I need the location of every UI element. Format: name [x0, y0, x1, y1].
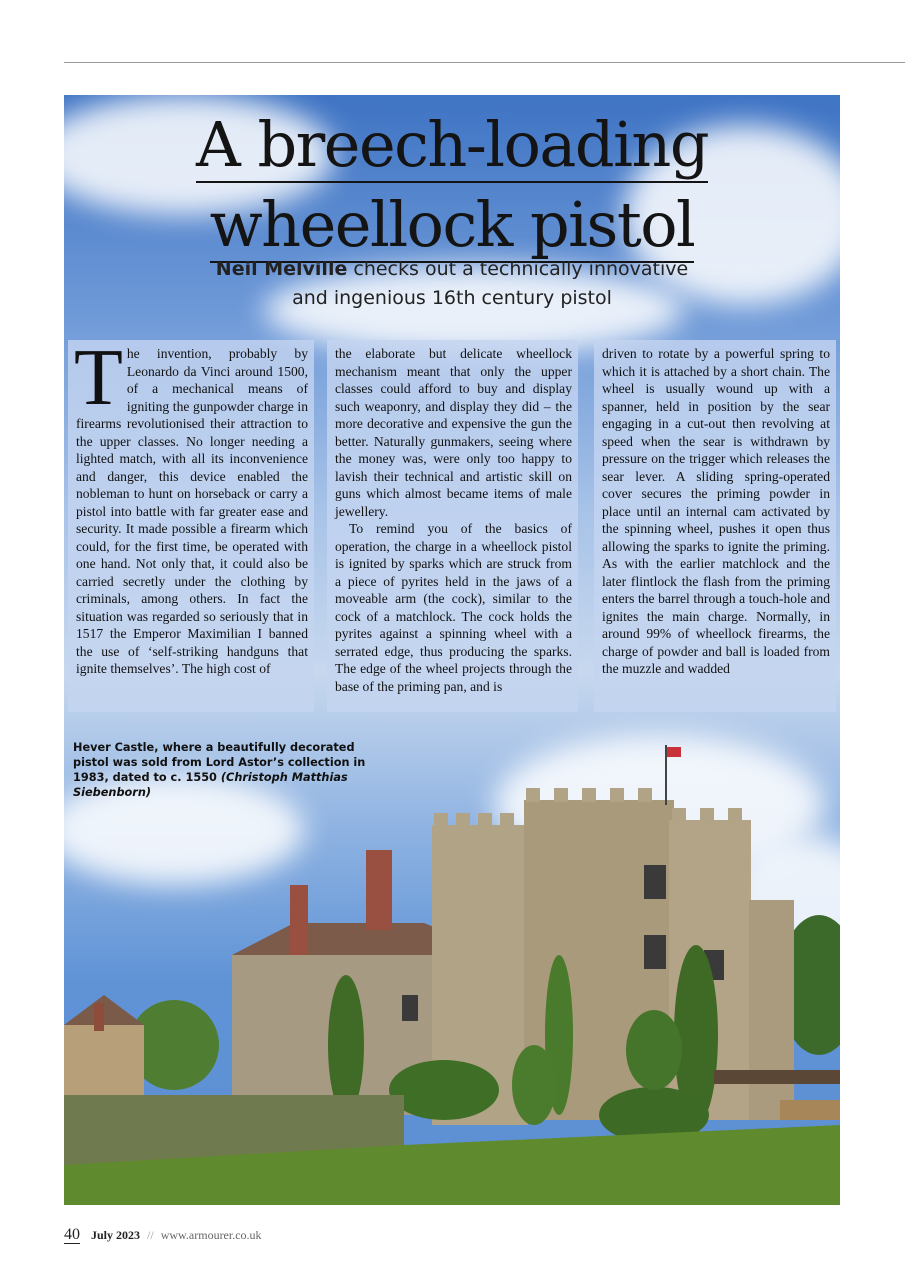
bridge: [714, 1070, 840, 1084]
ivy: [328, 975, 364, 1115]
footer-separator: //: [147, 1228, 154, 1242]
drop-cap: T: [74, 340, 123, 422]
shrub: [389, 1060, 499, 1120]
issue-date: July 2023: [91, 1228, 141, 1242]
subtitle-text-2: and ingenious 16th century pistol: [292, 287, 612, 309]
shrub: [512, 1045, 556, 1125]
battlement: [700, 808, 714, 822]
article-title: [64, 105, 840, 265]
page-footer: [64, 1226, 262, 1244]
text-column-1: [68, 340, 314, 712]
castle-scene: [64, 745, 840, 1205]
chimney: [290, 885, 308, 955]
battlement: [478, 813, 492, 827]
article-subtitle: [64, 255, 840, 313]
chimney: [366, 850, 392, 930]
window: [402, 995, 418, 1021]
battlement: [728, 808, 742, 822]
chimney: [94, 1003, 104, 1031]
text-column-3: [594, 340, 836, 712]
window: [644, 865, 666, 899]
battlement: [526, 788, 540, 802]
battlement: [638, 788, 652, 802]
cottage: [64, 1025, 144, 1095]
website-link[interactable]: www.armourer.co.uk: [160, 1228, 262, 1242]
paragraph: driven to rotate by a powerful spring to which it is attached by a short chain. The wheel is usually wound up with a spanner, held in position by the sear engaging in a cut-out then revolving at speed when the sear is withdrawn by pressure on the trigger which releases the sear lever. A sliding spring-operated cover secures the priming powder in place until an internal cam activated by the spinning wheel, pushes it open thus allowing the sparks to ignite the priming. As with the earlier matchlock and the later flintlock the flash from the priming enters the barrel through a touch-hole and ignites the main charge. Normally, in around 99% of wheellock firearms, the charge of powder and ball is loaded from the muzzle and wadded: [602, 346, 830, 676]
battlement: [610, 788, 624, 802]
battlement: [582, 788, 596, 802]
author-name: Neil Melville: [215, 258, 348, 280]
battlement: [500, 813, 514, 827]
battlement: [672, 808, 686, 822]
battlement: [554, 788, 568, 802]
bench: [780, 1100, 840, 1120]
title-line-1: A breech-loading: [195, 108, 709, 181]
photo-credit: (Christoph Matthias Siebenborn): [73, 771, 348, 799]
photo-caption: [73, 740, 393, 800]
text-column-2: [327, 340, 578, 712]
title-line-2: wheellock pistol: [209, 188, 695, 261]
flagpole: [665, 745, 667, 805]
window: [644, 935, 666, 969]
caption-text: Hever Castle, where a beautifully decorated pistol was sold from Lord Astor’s collection in 1983, dated to c. 1550: [73, 741, 366, 784]
battlement: [456, 813, 470, 827]
hero-photo: [64, 95, 840, 1205]
subtitle-text-1: checks out a technically innovative: [347, 258, 689, 280]
topiary: [626, 1010, 682, 1090]
paragraph: the elaborate but delicate wheellock mechanism meant that only the upper classes could afford to buy and display such weaponry, and display they did – the more decorative and expensive the gun the better. Naturally gunmakers, seeing where the money was, were only too happy to lavish their technical and artistic skill on guns which almost became items of male jewellery.: [335, 346, 572, 519]
top-rule: [64, 62, 905, 63]
page-number: 40: [64, 1226, 80, 1243]
paragraph: To remind you of the basics of operation, the charge in a wheellock pistol is ignited by sparks which are struck from a piece of pyrites held in the jaws of a moveable arm (the cock), similar to the cock of a matchlock. The cock holds the pyrites against a spinning wheel with a serrated edge, thus producing the sparks. The edge of the wheel projects through the base of the priming pan, and is: [335, 521, 572, 694]
battlement: [434, 813, 448, 827]
paragraph: he invention, probably by Leonardo da Vinci around 1500, of a mechanical means of igniting the gunpowder charge in firearms revolutionised their attraction to the upper classes. No longer needing a lighted match, with all its inconvenience and danger, this device enabled the nobleman to hunt on horseback or carry a pistol into battle with far greater ease and security. It made possible a firearm which could, for the first time, be operated with one hand. Not only that, it could also be carried secretly under the clothing by criminals, among others. In fact the situation was regarded so seriously that in 1517 the Emperor Maximilian I banned the use of ‘self-striking handguns that ignite themselves’. The high cost of: [76, 346, 308, 676]
castle-tower: [749, 900, 794, 1120]
flag: [667, 747, 681, 757]
